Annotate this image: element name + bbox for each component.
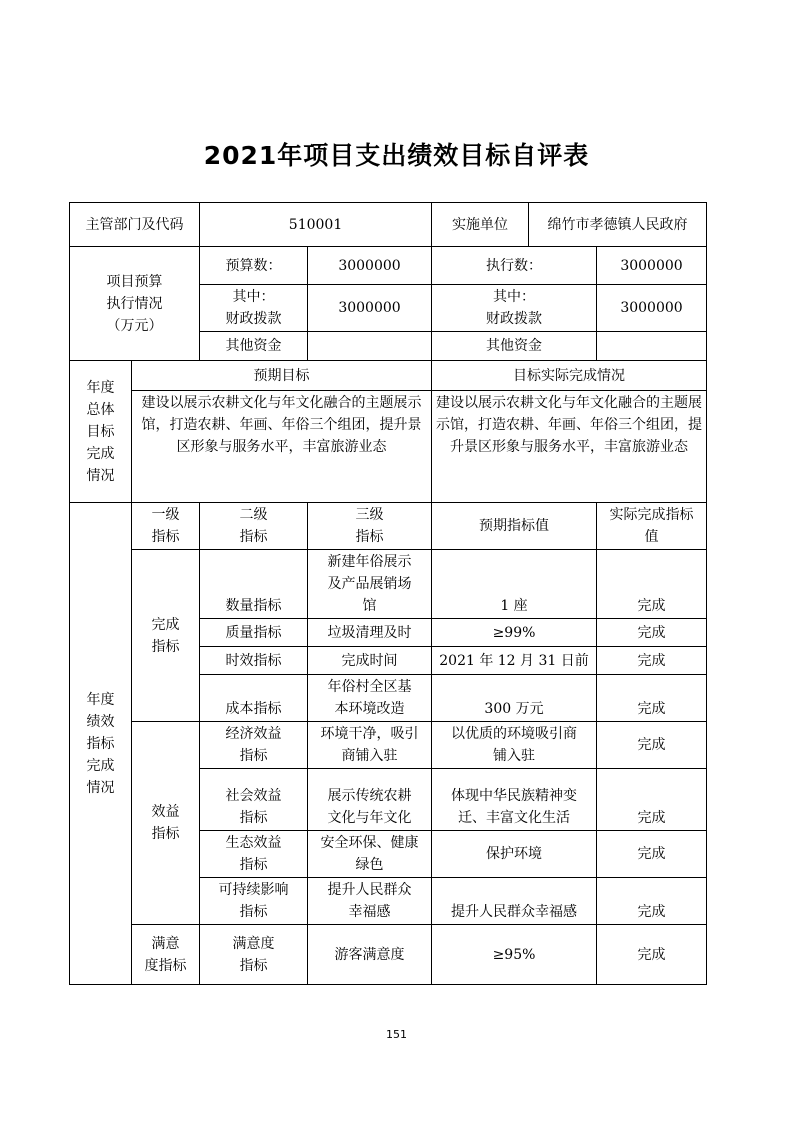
self-evaluation-table — [69, 202, 707, 985]
other-budget-label: 其他资金 — [200, 332, 308, 361]
table-row-level2: 成本指标 — [200, 675, 308, 722]
table-row-level3: 提升人民群众 幸福感 — [308, 878, 432, 925]
exec-label: 执行数： — [432, 247, 597, 285]
table-row-expected: ≥95% — [432, 925, 597, 985]
fiscal-budget-value: 3000000 — [308, 285, 432, 332]
table-row-expected: ≥99% — [432, 619, 597, 647]
budget-section-label: 项目预算 执行情况 （万元） — [70, 247, 200, 361]
col-level1-header: 一级 指标 — [132, 503, 200, 550]
table-row-actual: 完成 — [597, 831, 707, 878]
table-row-expected: 2021 年 12 月 31 日前 — [432, 647, 597, 675]
col-level2-header: 二级 指标 — [200, 503, 308, 550]
table-row-expected: 体现中华民族精神变 迁、丰富文化生活 — [432, 769, 597, 831]
col-level3-header: 三级 指标 — [308, 503, 432, 550]
table-row-expected: 以优质的环境吸引商 铺入驻 — [432, 722, 597, 769]
table-row-level3: 完成时间 — [308, 647, 432, 675]
completion-group-label: 完成 指标 — [132, 550, 200, 722]
table-row-actual: 完成 — [597, 550, 707, 619]
budget-label: 预算数： — [200, 247, 308, 285]
table-row-level3: 游客满意度 — [308, 925, 432, 985]
table-row-level2: 时效指标 — [200, 647, 308, 675]
table-row-expected: 1 座 — [432, 550, 597, 619]
goals-section-label: 年度 总体 目标 完成 情况 — [70, 361, 132, 503]
table-row-level3: 环境干净，吸引 商铺入驻 — [308, 722, 432, 769]
table-row-expected: 提升人民群众幸福感 — [432, 878, 597, 925]
table-row-actual: 完成 — [597, 878, 707, 925]
col-expected-header: 预期指标值 — [432, 503, 597, 550]
table-row-level2: 满意度 指标 — [200, 925, 308, 985]
table-row-level3: 垃圾清理及时 — [308, 619, 432, 647]
satisfaction-group-label: 满意 度指标 — [132, 925, 200, 985]
unit-name: 绵竹市孝德镇人民政府 — [529, 203, 707, 247]
expected-goal-text: 建设以展示农耕文化与年文化融合的主题展示馆，打造农耕、年画、年俗三个组团，提升景区形象与服务水平，丰富旅游业态 — [132, 391, 432, 503]
page-title: 2021年项目支出绩效目标自评表 — [203, 141, 590, 170]
table-row-level3: 展示传统农耕 文化与年文化 — [308, 769, 432, 831]
other-exec-label: 其他资金 — [432, 332, 597, 361]
table-row-level3: 安全环保、健康 绿色 — [308, 831, 432, 878]
table-row-actual: 完成 — [597, 675, 707, 722]
exec-value: 3000000 — [597, 247, 707, 285]
actual-goal-text: 建设以展示农耕文化与年文化融合的主题展示馆，打造农耕、年画、年俗三个组团，提升景区形象与服务水平，丰富旅游业态 — [432, 391, 707, 503]
table-row-actual: 完成 — [597, 647, 707, 675]
table-row-actual: 完成 — [597, 619, 707, 647]
indicators-section-label: 年度 绩效 指标 完成 情况 — [70, 503, 132, 985]
other-exec-value — [597, 332, 707, 361]
fiscal-exec-label: 其中： 财政拨款 — [432, 285, 597, 332]
table-row-level2: 数量指标 — [200, 550, 308, 619]
table-row-level2: 社会效益 指标 — [200, 769, 308, 831]
expected-goal-header: 预期目标 — [132, 361, 432, 391]
dept-label: 主管部门及代码 — [70, 203, 200, 247]
other-budget-value — [308, 332, 432, 361]
table-row-level3: 新建年俗展示 及产品展销场 馆 — [308, 550, 432, 619]
table-row-level2: 生态效益 指标 — [200, 831, 308, 878]
table-row-level2: 经济效益 指标 — [200, 722, 308, 769]
table-row-level2: 可持续影响 指标 — [200, 878, 308, 925]
table-row-level3: 年俗村全区基 本环境改造 — [308, 675, 432, 722]
benefit-group-label: 效益 指标 — [132, 722, 200, 925]
fiscal-exec-value: 3000000 — [597, 285, 707, 332]
col-actual-header: 实际完成指标 值 — [597, 503, 707, 550]
unit-label: 实施单位 — [432, 203, 529, 247]
table-row-actual: 完成 — [597, 722, 707, 769]
table-row-actual: 完成 — [597, 925, 707, 985]
table-row-actual: 完成 — [597, 769, 707, 831]
table-row-expected: 300 万元 — [432, 675, 597, 722]
budget-value: 3000000 — [308, 247, 432, 285]
dept-code: 510001 — [200, 203, 432, 247]
actual-goal-header: 目标实际完成情况 — [432, 361, 707, 391]
fiscal-budget-label: 其中： 财政拨款 — [200, 285, 308, 332]
page-number: 151 — [386, 1028, 407, 1041]
table-row-level2: 质量指标 — [200, 619, 308, 647]
table-row-expected: 保护环境 — [432, 831, 597, 878]
